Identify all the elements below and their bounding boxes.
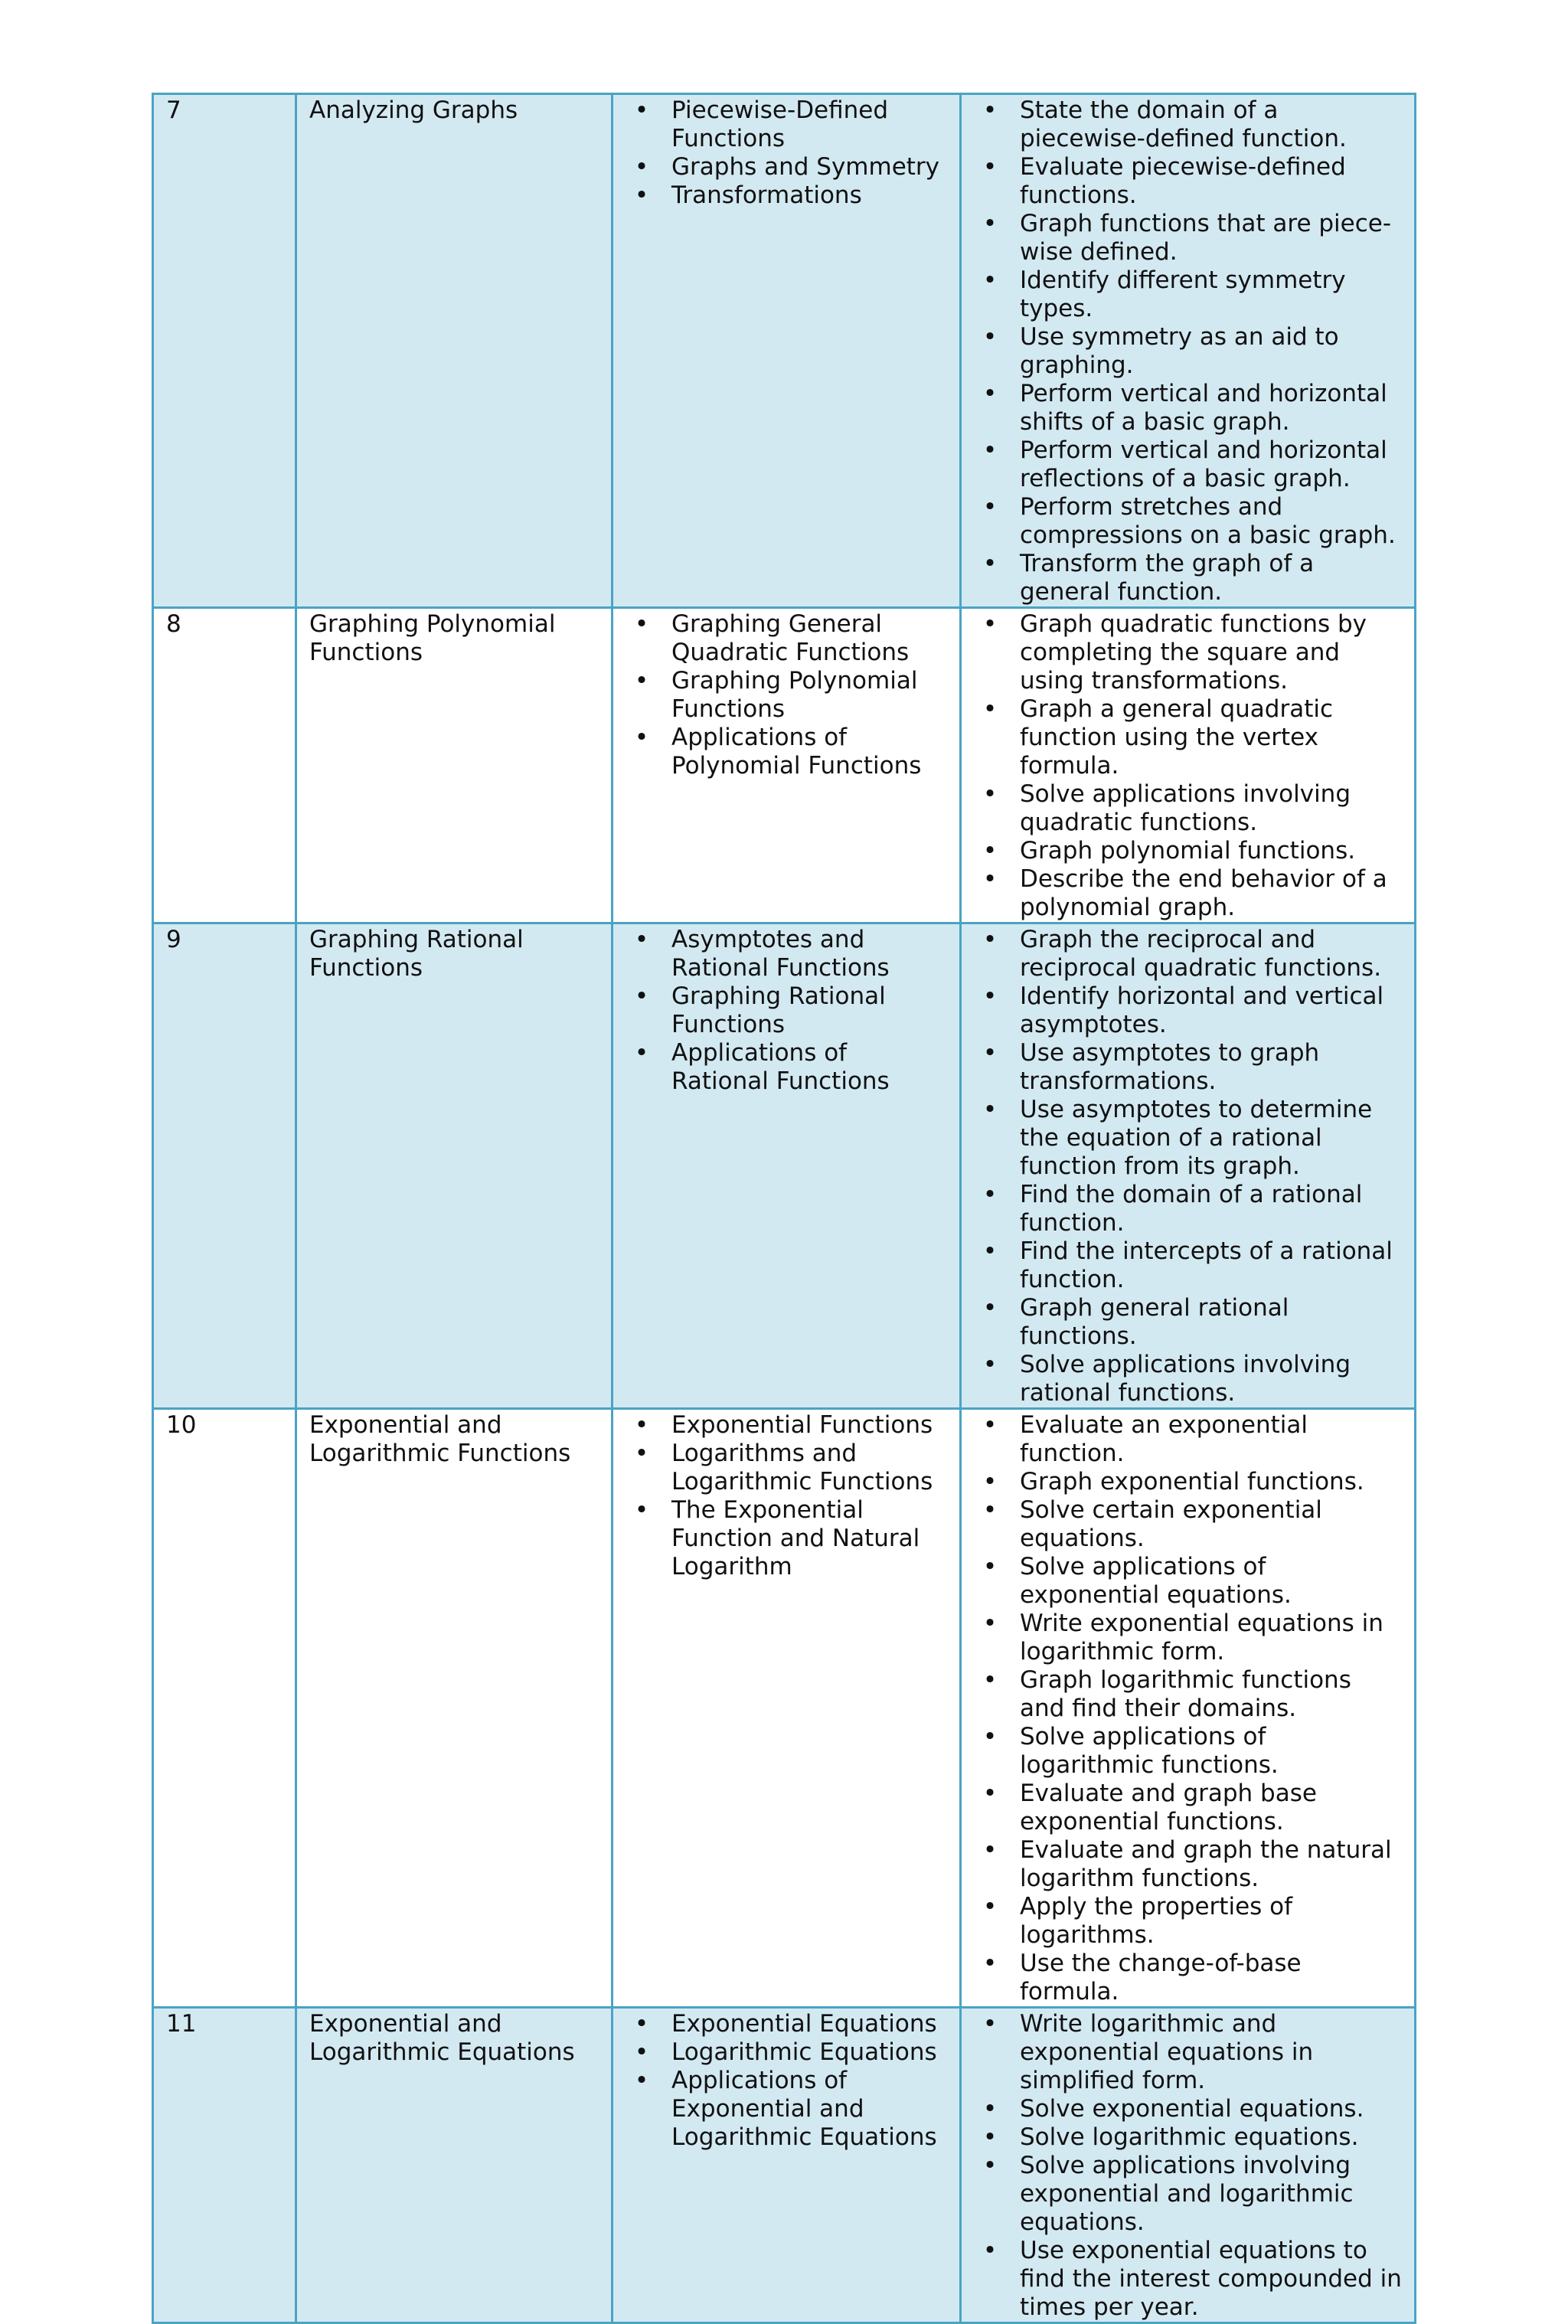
table-row <box>153 923 1416 1409</box>
table-row <box>153 1409 1416 2008</box>
list-item: • Graph logarithmic functions and find their domains. <box>974 1666 1402 1723</box>
list-item: • Evaluate and graph base exponential functions. <box>974 1780 1402 1836</box>
unit-number-cell: 8 <box>153 608 296 923</box>
bullet-icon: • <box>982 1411 998 1439</box>
list-item: • Graph functions that are piece-wise defined. <box>974 210 1402 266</box>
objectives-list <box>974 610 1402 922</box>
list-item: • Graph a general quadratic function using the vertex formula. <box>974 695 1402 780</box>
topics-list <box>626 96 947 210</box>
bullet-icon: • <box>634 1496 649 1524</box>
bullet-icon: • <box>982 2152 998 2179</box>
list-item: • Graph the reciprocal and reciprocal quadratic functions. <box>974 926 1402 982</box>
objectives-list <box>974 96 1402 606</box>
bullet-icon: • <box>982 837 998 865</box>
bullet-icon: • <box>982 1496 998 1524</box>
list-item: • Evaluate an exponential function. <box>974 1411 1402 1468</box>
list-item: • Evaluate piecewise-defined functions. <box>974 153 1402 210</box>
bullet-icon: • <box>982 436 998 464</box>
list-item: • Write logarithmic and exponential equations in simplified form. <box>974 2010 1402 2095</box>
list-item: • Solve applications involving exponential and logarithmic equations. <box>974 2152 1402 2237</box>
list-item: • Solve applications involving quadratic functions. <box>974 780 1402 837</box>
bullet-icon: • <box>982 380 998 407</box>
objectives-cell <box>961 94 1416 608</box>
bullet-icon: • <box>982 1039 998 1067</box>
bullet-icon: • <box>982 266 998 294</box>
objectives-cell <box>961 923 1416 1409</box>
table-row <box>153 94 1416 608</box>
objectives-list <box>974 926 1402 1407</box>
list-item: • Solve applications of logarithmic functions. <box>974 1723 1402 1780</box>
unit-title-cell: Graphing Rational Functions <box>296 923 612 1409</box>
list-item: • Applications of Rational Functions <box>626 1039 947 1096</box>
bullet-icon: • <box>982 610 998 638</box>
list-item: • Graphing General Quadratic Functions <box>626 610 947 667</box>
bullet-icon: • <box>982 493 998 521</box>
unit-title-cell: Exponential and Logarithmic Functions <box>296 1409 612 2008</box>
list-item: • Graph quadratic functions by completing the square and using transformations. <box>974 610 1402 695</box>
list-item: • Asymptotes and Rational Functions <box>626 926 947 982</box>
list-item: • Logarithmic Equations <box>626 2038 947 2067</box>
bullet-icon: • <box>982 1893 998 1920</box>
bullet-icon: • <box>982 1468 998 1495</box>
objectives-list <box>974 1411 1402 2006</box>
bullet-icon: • <box>982 1836 998 1864</box>
list-item: • Describe the end behavior of a polynomial graph. <box>974 865 1402 922</box>
topics-cell <box>612 94 961 608</box>
list-item: • Perform vertical and horizontal shifts of a basic graph. <box>974 380 1402 436</box>
list-item: • Transformations <box>626 181 947 210</box>
objectives-cell <box>961 2008 1416 2323</box>
list-item: • Graphing Rational Functions <box>626 982 947 1039</box>
list-item: • Use asymptotes to graph transformations. <box>974 1039 1402 1096</box>
list-item: • Identify horizontal and vertical asymptotes. <box>974 982 1402 1039</box>
bullet-icon: • <box>982 1666 998 1694</box>
list-item: • Graphs and Symmetry <box>626 153 947 181</box>
list-item: • Logarithms and Logarithmic Functions <box>626 1440 947 1496</box>
list-item: • Applications of Polynomial Functions <box>626 724 947 780</box>
list-item: • Write exponential equations in logarithmic form. <box>974 1610 1402 1666</box>
list-item: • Graphing Polynomial Functions <box>626 667 947 724</box>
bullet-icon: • <box>982 982 998 1010</box>
unit-number-cell: 11 <box>153 2008 296 2323</box>
bullet-icon: • <box>634 153 649 181</box>
list-item: • State the domain of a piecewise-defined function. <box>974 96 1402 153</box>
topics-cell <box>612 2008 961 2323</box>
bullet-icon: • <box>982 1237 998 1265</box>
list-item: • Identify different symmetry types. <box>974 266 1402 323</box>
table-row <box>153 2008 1416 2323</box>
bullet-icon: • <box>982 780 998 808</box>
list-item: • Apply the properties of logarithms. <box>974 1893 1402 1950</box>
bullet-icon: • <box>982 2123 998 2151</box>
bullet-icon: • <box>982 96 998 124</box>
list-item: • Solve applications involving rational functions. <box>974 1351 1402 1407</box>
unit-number-cell: 9 <box>153 923 296 1409</box>
bullet-icon: • <box>634 2067 649 2094</box>
list-item: • Perform stretches and compressions on a basic graph. <box>974 493 1402 550</box>
bullet-icon: • <box>982 1610 998 1637</box>
list-item: • The Exponential Function and Natural Logarithm <box>626 1496 947 1581</box>
list-item: • Use symmetry as an aid to graphing. <box>974 323 1402 380</box>
bullet-icon: • <box>634 1411 649 1439</box>
bullet-icon: • <box>634 1440 649 1467</box>
bullet-icon: • <box>982 1294 998 1322</box>
bullet-icon: • <box>634 610 649 638</box>
list-item: • Use asymptotes to determine the equation of a rational function from its graph. <box>974 1096 1402 1181</box>
list-item: • Exponential Equations <box>626 2010 947 2038</box>
bullet-icon: • <box>982 1780 998 1807</box>
bullet-icon: • <box>634 982 649 1010</box>
bullet-icon: • <box>634 926 649 953</box>
bullet-icon: • <box>634 2038 649 2066</box>
topics-list <box>626 2010 947 2152</box>
unit-title-cell: Analyzing Graphs <box>296 94 612 608</box>
bullet-icon: • <box>982 323 998 351</box>
unit-number-cell: 10 <box>153 1409 296 2008</box>
list-item: • Exponential Functions <box>626 1411 947 1440</box>
bullet-icon: • <box>634 1039 649 1067</box>
bullet-icon: • <box>634 2010 649 2038</box>
bullet-icon: • <box>982 2010 998 2038</box>
list-item: • Find the intercepts of a rational function. <box>974 1237 1402 1294</box>
list-item: • Graph polynomial functions. <box>974 837 1402 865</box>
list-item: • Use exponential equations to find the interest compounded in times per year. <box>974 2237 1402 2322</box>
objectives-cell <box>961 608 1416 923</box>
bullet-icon: • <box>982 926 998 953</box>
list-item: • Perform vertical and horizontal reflections of a basic graph. <box>974 436 1402 493</box>
list-item: • Graph exponential functions. <box>974 1468 1402 1496</box>
objectives-cell <box>961 1409 1416 2008</box>
table-row <box>153 608 1416 923</box>
bullet-icon: • <box>982 1553 998 1580</box>
bullet-icon: • <box>634 181 649 209</box>
bullet-icon: • <box>982 153 998 181</box>
bullet-icon: • <box>982 695 998 723</box>
bullet-icon: • <box>982 210 998 237</box>
topics-list <box>626 610 947 780</box>
list-item: • Graph general rational functions. <box>974 1294 1402 1351</box>
topics-cell <box>612 608 961 923</box>
bullet-icon: • <box>982 1351 998 1378</box>
list-item: • Solve applications of exponential equations. <box>974 1553 1402 1610</box>
bullet-icon: • <box>634 724 649 751</box>
bullet-icon: • <box>982 1181 998 1208</box>
list-item: • Find the domain of a rational function. <box>974 1181 1402 1237</box>
list-item: • Solve exponential equations. <box>974 2095 1402 2123</box>
bullet-icon: • <box>634 667 649 695</box>
course-outline-table <box>152 93 1416 2324</box>
objectives-list <box>974 2010 1402 2322</box>
bullet-icon: • <box>634 96 649 124</box>
bullet-icon: • <box>982 550 998 577</box>
unit-number-cell: 7 <box>153 94 296 608</box>
bullet-icon: • <box>982 1096 998 1123</box>
bullet-icon: • <box>982 865 998 893</box>
topics-list <box>626 926 947 1096</box>
list-item: • Solve logarithmic equations. <box>974 2123 1402 2152</box>
topics-cell <box>612 1409 961 2008</box>
bullet-icon: • <box>982 2095 998 2123</box>
list-item: • Transform the graph of a general function. <box>974 550 1402 606</box>
bullet-icon: • <box>982 1723 998 1750</box>
bullet-icon: • <box>982 1950 998 1977</box>
list-item: • Solve certain exponential equations. <box>974 1496 1402 1553</box>
list-item: • Evaluate and graph the natural logarithm functions. <box>974 1836 1402 1893</box>
unit-title-cell: Graphing Polynomial Functions <box>296 608 612 923</box>
bullet-icon: • <box>982 2237 998 2264</box>
list-item: • Piecewise-Defined Functions <box>626 96 947 153</box>
unit-title-cell: Exponential and Logarithmic Equations <box>296 2008 612 2323</box>
list-item: • Use the change-of-base formula. <box>974 1950 1402 2006</box>
topics-cell <box>612 923 961 1409</box>
topics-list <box>626 1411 947 1581</box>
list-item: • Applications of Exponential and Logarithmic Equations <box>626 2067 947 2152</box>
